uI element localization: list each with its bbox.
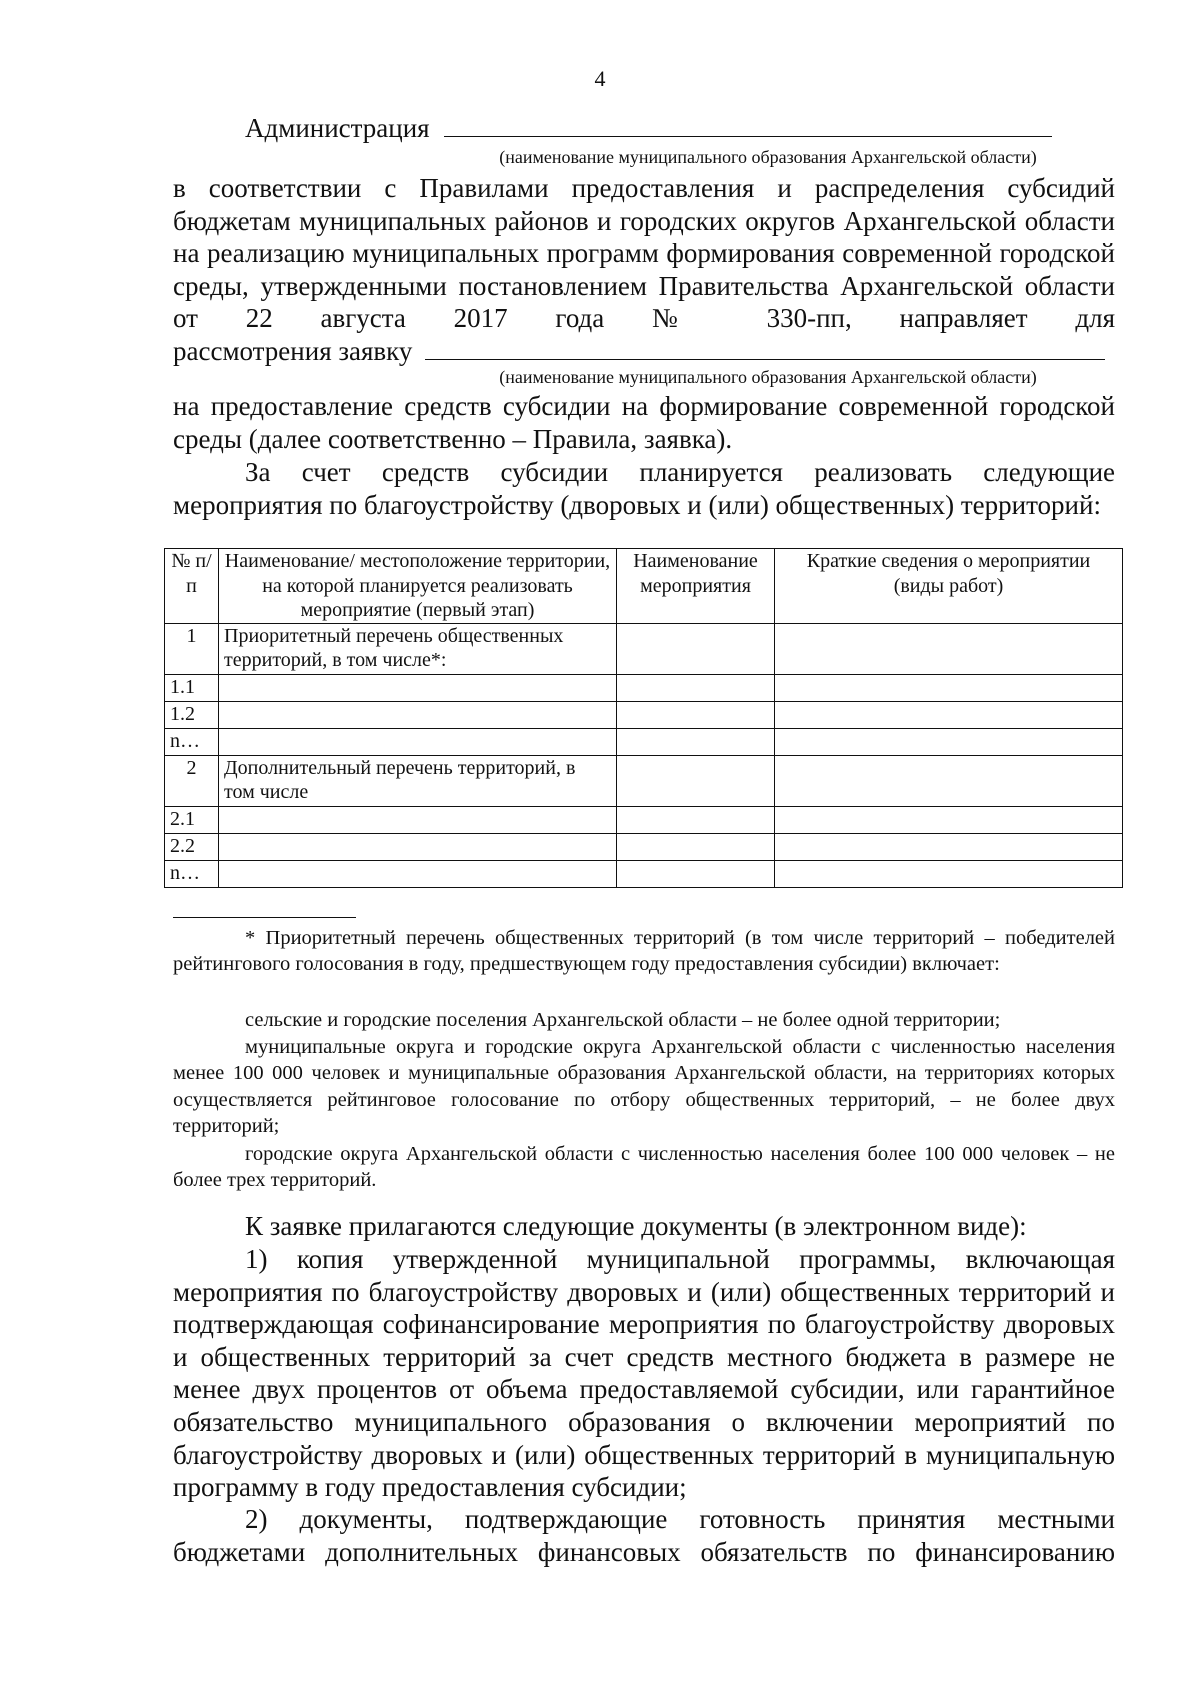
header-number: № п/п [165,549,219,624]
row-details[interactable] [775,623,1123,674]
administration-label: Администрация [245,113,430,143]
footnote-item-settlements: сельские и городские поселения Архангельской области – не более одной территории; [245,1009,1001,1031]
attachment-item-2: 2) документы, подтверждающие готовность принятия местными бюджетами дополнительных финансовых обязательств по финансированию [173,1504,1115,1567]
row-measure[interactable] [617,728,775,755]
row-territory[interactable] [219,860,617,887]
footnote-divider [173,917,356,918]
measures-table [164,548,1123,888]
municipality-name-blank[interactable] [444,112,1052,137]
row-number: 2.2 [165,833,219,860]
row-territory[interactable] [219,701,617,728]
page-number: 4 [594,66,606,91]
intro-paragraph: в соответствии с Правилами предоставления и распределения субсидий бюджетам муниципальных районов и городских округов Архангельской области на реализацию муниципальных программ формирования современной городской среды, утвержденными постановлением Правительства Архангельской области от 22 августа 2017 года № 330-пп, направляет для [173,173,1115,334]
row-territory[interactable] [219,833,617,860]
municipality-caption-2: (наименование муниципального образования Архангельской области) [499,367,1037,387]
table-row [165,806,1123,833]
row-details[interactable] [775,728,1123,755]
table-row [165,833,1123,860]
row-measure[interactable] [617,806,775,833]
header-details: Краткие сведения о мероприятии (виды работ) [775,549,1123,624]
attachment-item-1: 1) копия утвержденной муниципальной программы, включающая мероприятия по благоустройству дворовых и (или) общественных территорий и подтверждающая софинансирование мероприятия по благоустройству дворовых и общественных территорий за счет средств местного бюджета в размере не менее двух процентов от объема предоставляемой субсидии, или гарантийное обязательство муниципального образования о включении мероприятий по благоустройству дворовых и (или) общественных территорий в муниципальную программу в году предоставления субсидии; [173,1244,1115,1503]
row-details[interactable] [775,833,1123,860]
row-details[interactable] [775,701,1123,728]
table-row [165,674,1123,701]
table-row [165,701,1123,728]
header-territory: Наименование/ местоположение территории, на которой планируется реализовать мероприятие (первый этап) [219,549,617,624]
row-territory[interactable] [219,674,617,701]
table-header-row [165,549,1123,624]
row-number: 2 [165,755,219,806]
municipality-name-blank-2[interactable] [425,335,1105,360]
table-row [165,755,1123,806]
row-details[interactable] [775,860,1123,887]
review-label: рассмотрения заявку [173,336,413,366]
row-measure[interactable] [617,860,775,887]
row-number: n… [165,728,219,755]
header-measure: Наименование мероприятия [617,549,775,624]
row-measure[interactable] [617,674,775,701]
row-territory[interactable] [219,806,617,833]
municipality-caption: (наименование муниципального образования Архангельской области) [499,147,1037,167]
measures-intro-paragraph: За счет средств субсидии планируется реализовать следующие мероприятия по благоустройству (дворовых и (или) общественных) территорий: [173,457,1115,520]
administration-line [245,112,1115,145]
attachments-intro: К заявке прилагаются следующие документы (в электронном виде): [245,1211,1027,1241]
footnote-item-cities: городские округа Архангельской области с численностью населения более 100 000 человек – не более трех территорий. [173,1143,1115,1192]
row-details[interactable] [775,806,1123,833]
footnote-item-districts: муниципальные округа и городские округа Архангельской области с численностью населения менее 100 000 человек и муниципальные образования Архангельской области, на территориях которых осуществляется рейтинговое голосование по отбору общественных территорий, – не более двух территорий; [173,1036,1115,1137]
purpose-paragraph: на предоставление средств субсидии на формирование современной городской среды (далее соответственно – Правила, заявка). [173,391,1115,454]
footnote-intro: * Приоритетный перечень общественных территорий (в том числе территорий – победителей рейтингового голосования в году, предшествующем году предоставления субсидии) включает: [173,927,1115,976]
row-number: 1 [165,623,219,674]
row-territory: Дополнительный перечень территорий, в том числе [219,755,617,806]
table-row [165,728,1123,755]
table-row [165,860,1123,887]
row-details[interactable] [775,674,1123,701]
row-number: 1.1 [165,674,219,701]
row-measure[interactable] [617,701,775,728]
row-number: 2.1 [165,806,219,833]
row-number: n… [165,860,219,887]
row-territory[interactable] [219,728,617,755]
row-details[interactable] [775,755,1123,806]
review-line [173,335,1115,368]
table-row [165,623,1123,674]
row-territory: Приоритетный перечень общественных территорий, в том числе*: [219,623,617,674]
row-measure[interactable] [617,755,775,806]
row-number: 1.2 [165,701,219,728]
row-measure[interactable] [617,833,775,860]
row-measure[interactable] [617,623,775,674]
